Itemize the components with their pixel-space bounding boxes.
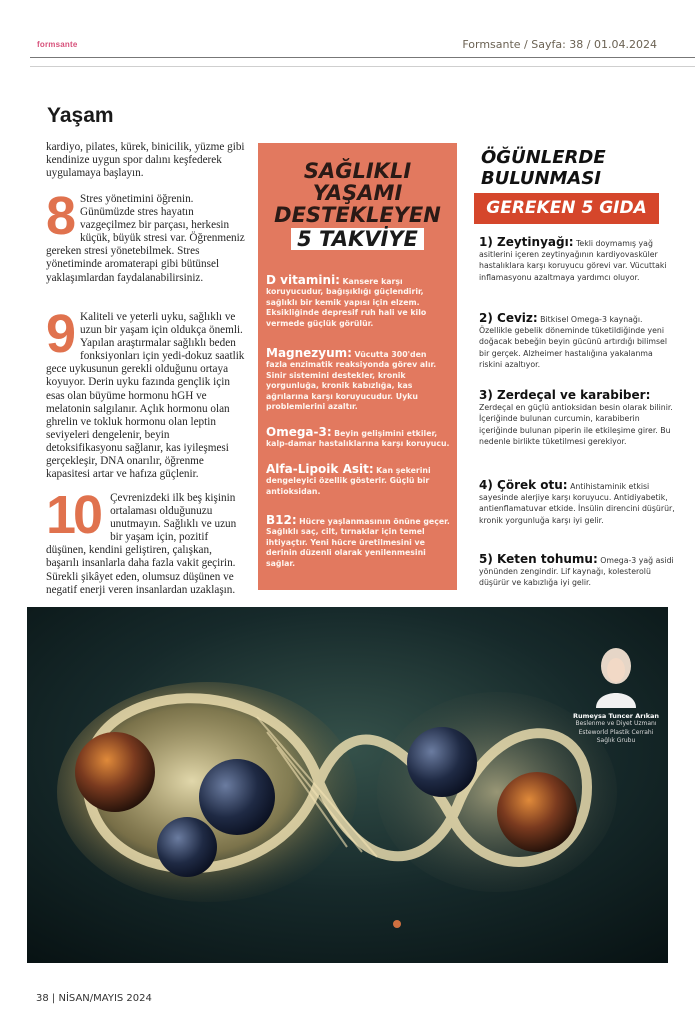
food-text: Omega-3 yağ asidi yönünden zengindir. Lif kaynağı, kolesterolü düşürür ve kabızlığa iyi gelir. [479,556,674,588]
food-item [479,554,675,589]
item-number: 8 [46,186,77,246]
supplement-text: Kansere karşı koruyucudur, bağışıklığı güçlendirir, sağlıklı bir kemik yapısı için elzem. Eksikliğinde depresif ruh hali ve kilo vermede güçlük görülür. [266,277,427,328]
food-text: Tekli doymamış yağ asitlerini içeren zeytinyağının kardiyovasküler hastalıklara karşı koruyucu görevi var. Vücuttaki inflamasyonu azaltmaya yardımcı oluyor. [479,239,667,282]
food-text: Zerdeçal en güçlü antioksidan besin olarak bilinir. İçeriğinde bulunan curcumin, karabiberin içeriğinde bulunan piperin ile etkileşime girer. Bu nedenle birlikte tüketilmesi gerekiyor. [479,403,673,446]
food-item [479,390,675,447]
intro-paragraph: kardiyo, pilates, kürek, binicilik, yüzme gibi kendinize uygun spor dalını keşfederek uygulamaya başlayın. [46,141,245,180]
header-rule-light [30,66,695,67]
magazine-logo: formsante [37,40,78,49]
title-line: SAĞLIKLI [303,159,412,183]
food-name: 4) Çörek otu: [479,478,568,492]
supplement-name: B12: [266,513,297,527]
author-photo [586,640,646,708]
foods-title [481,147,606,189]
item-text: Stres yönetimini öğrenin. Günümüzde stres hayatın vazgeçilmez bir parçası, herkesin küçük, büyük stresi var. Öğrenmeniz gereken stresi yönetebilmek. Stres yönetiminde aromaterapi gibi bütünsel yaklaşımlardan faydalanabilirsiniz. [46,193,245,284]
list-item-9 [46,304,247,481]
title-highlight: 5 TAKVİYE [291,228,424,250]
left-intro [46,141,247,180]
food-name: 3) Zerdeçal ve karabiber: [479,388,651,402]
footer-separator: | [51,993,59,1004]
supplement-name: D vitamini: [266,273,340,287]
food-item [479,313,675,370]
food-text: Antihistaminik etkisi sayesinde alerjiye karşı koruyucu. Antidiyabetik, antienflamatuvar etkide. İnsülin direncini düşürür, kronik yorgunluğa karşı iyi gelir. [479,482,675,525]
issue-date: NİSAN/MAYIS 2024 [58,993,152,1004]
supplement-item [266,427,450,450]
supplement-item [266,515,450,569]
header-rule [30,57,695,58]
author-name: Rumeysa Tuncer Arıkan [572,712,660,720]
food-name: 2) Ceviz: [479,311,538,325]
supplement-name: Magnezyum: [266,346,352,360]
page-footer [36,993,152,1004]
supplements-box [258,143,457,590]
supplement-item [266,464,450,497]
list-item-8 [46,186,247,285]
supplements-title [258,160,457,250]
author-title-2: Esteworld Plastik Cerrahi [578,728,654,736]
foods-title-bar: GEREKEN 5 GIDA [474,193,659,224]
author-title-3: Sağlık Grubu [596,737,636,744]
author-title-1: Beslenme ve Diyet Uzmanı [575,720,657,727]
list-item-10 [46,485,247,597]
supplement-text: Beyin gelişimini etkiler, kalp-damar hastalıklarına karşı koruyucu. [266,429,450,449]
supplement-text: Kan şekerini dengeleyici özellik gösterir. Güçlü bir antioksidan. [266,466,431,496]
page-number: 38 [36,993,49,1004]
item-number: 9 [46,304,77,364]
author-card [566,640,666,746]
food-item [479,237,675,283]
supplement-text: Vücutta 300'den fazla enzimatik reaksiyonda görev alır. Sinir sistemini destekler, kronik yorgunluğa, kronik kabızlığa, kas ağrılarına karşı koruyucudur. Uyku problemlerini azaltır. [266,350,437,412]
food-item [479,480,675,526]
supplement-text: Hücre yaşlanmasının önüne geçer. Sağlıklı saç, cilt, tırnaklar için temel ihtiyaçtır. Yeni hücre üretilmesini ve derinin düzenli olarak yenilenmesini sağlar. [266,517,450,568]
food-text: Bitkisel Omega-3 kaynağı. Özellikle gebelik döneminde tüketildiğinde yeni doğacak bebeğin beyin gücünü artırdığı bilimsel bir gerçek. Alzheimer hastalığına yakalanma riskini azaltıyor. [479,315,668,369]
title-line: YAŞAMI [312,181,403,205]
food-name: 1) Zeytinyağı: [479,235,574,249]
supplement-item [266,348,450,412]
item-text: Çevrenizdeki ilk beş kişinin ortalaması olduğunuzu unutmayın. Sağlıklı ve uzun bir yaşam için, pozitif düşünen, kendini geliştiren, çalışkan, başarılı insanlarla daha fazla vakit geçirin. Sürekli şikâyet eden, olumsuz düşünen ve negatif enerji veren insanlardan uzaklaşın. [46,492,237,596]
supplement-name: Omega-3: [266,425,332,439]
title-line: DESTEKLEYEN [274,203,441,227]
title-line: ÖĞÜNLERDE [481,147,606,168]
item-number: 10 [46,485,101,545]
food-name: 5) Keten tohumu: [479,552,598,566]
section-title: Yaşam [47,104,114,127]
supplement-name: Alfa-Lipoik Asit: [266,462,374,476]
title-line: BULUNMASI [481,168,602,189]
supplement-item [266,275,450,329]
item-text: Kaliteli ve yeterli uyku, sağlıklı ve uzun bir yaşam için oldukça önemli. Yapılan araştırmalar sağlıklı beden fonksiyonları için yedi-dokuz saatlik gece uykusunun gerekli olduğunu ortaya koyuyor. Derin uyku fazında gençlik için esas olan büyüme hormonu hGH ve melatonin salgılanır. Açlık hormonu olan ghrelin ve tokluk hormonu olan leptin seviyeleri dengelenir, beyin detoksifikasyonu sağlanır, kas iyileşmesi gerçekleşir, DNA onarılır, öğrenme kapasitesi artar ve hafıza güçlenir. [46,311,245,481]
source-line: Formsante / Sayfa: 38 / 01.04.2024 [462,38,657,51]
